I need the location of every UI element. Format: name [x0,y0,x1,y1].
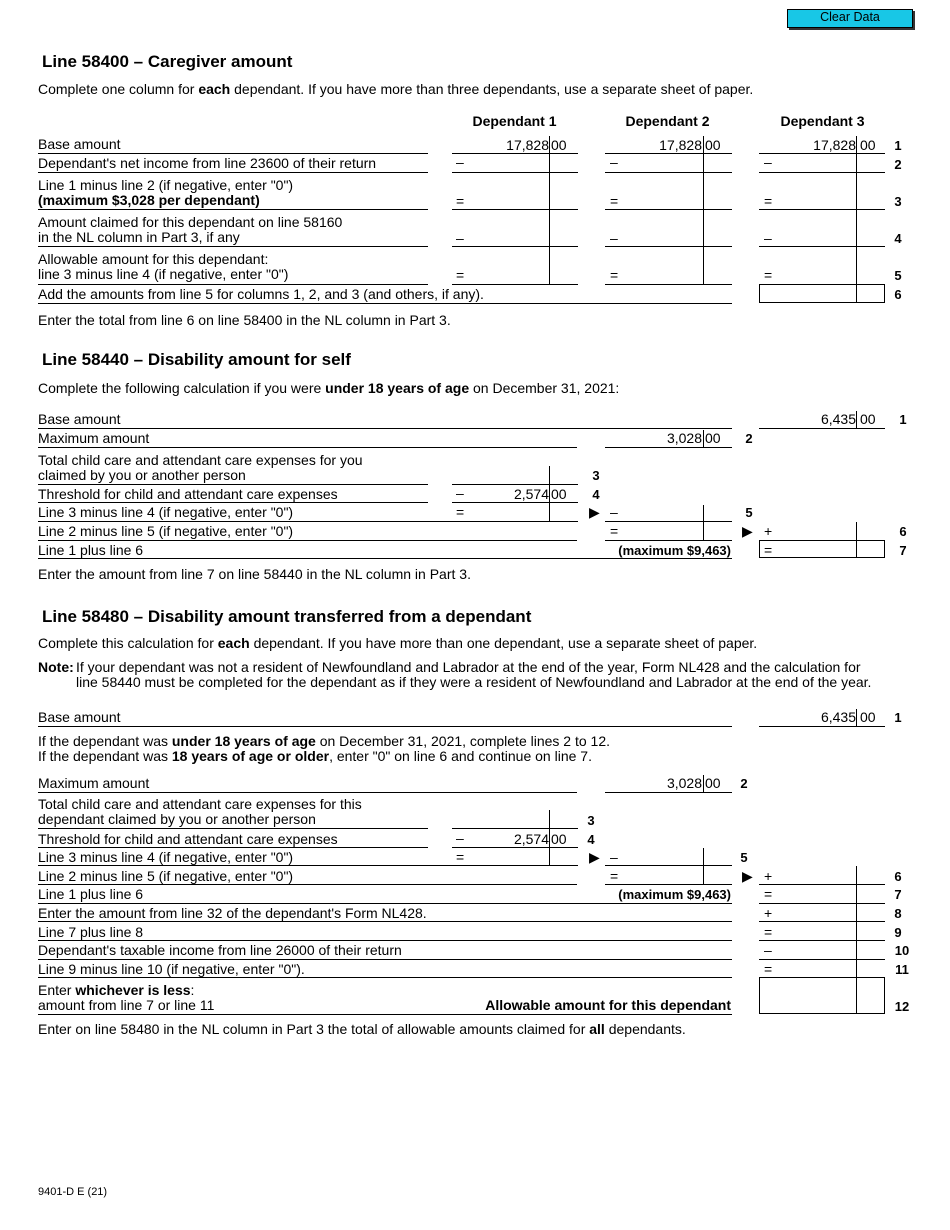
minus-sign: – [764,230,772,246]
maximum-amount-dollars: 3,028 [666,775,702,791]
maximum-amount-cents: 00 [705,430,721,446]
line-number: 7 [894,887,902,902]
note-text: line 58440 must be completed for the dependant as if they were a resident of Newfoundland and Labrador at the end of the year. [76,674,872,690]
column-header-dependant-1: Dependant 1 [472,113,557,129]
equals-sign: = [764,961,773,977]
base-amount-cents: 00 [860,411,876,427]
row-label: Add the amounts from line 5 for columns 1, 2, and 3 (and others, if any). [38,286,484,302]
minus-sign: – [764,942,772,958]
line-number: 10 [894,943,910,958]
section-58440-footer: Enter the amount from line 7 on line 58440 in the NL column in Part 3. [38,566,471,582]
threshold-cents: 00 [551,831,567,847]
condition-emphasis: 18 years of age or older [171,748,330,764]
row-label: Line 3 minus line 4 (if negative, enter "0") [38,504,294,520]
section-58440-intro [38,380,619,396]
minus-sign: – [456,230,464,246]
line-number: 1 [894,710,902,725]
row-label: in the NL column in Part 3, if any [38,229,240,245]
line-number: 2 [894,157,902,172]
line-number: 1 [894,138,902,153]
line-number: 3 [587,813,595,828]
condition-text [38,733,610,749]
minus-sign: – [456,154,464,170]
maximum-note: (maximum $9,463) [618,543,731,558]
equals-sign: = [610,523,619,539]
clear-data-button[interactable]: Clear Data [787,9,913,28]
condition-text-part: on December 31, 2021, complete lines 2 to 12. [315,733,611,749]
condition-text-part: If the dependant was [38,748,172,764]
arrow-icon: ▶ [589,849,600,865]
line-number: 3 [894,194,902,209]
row-label: Dependant's net income from line 23600 of their return [38,155,377,171]
row-label: Line 7 plus line 8 [38,924,144,940]
arrow-icon: ▶ [589,504,600,520]
line-12-input-box[interactable] [759,977,885,1014]
row-label: Enter the amount from line 32 of the dependant's Form NL428. [38,905,427,921]
intro-text: Complete the following calculation if you were [38,380,326,396]
condition-text [38,748,592,764]
minus-sign: – [610,154,618,170]
intro-text: dependant. If you have more than one dependant, use a separate sheet of paper. [249,635,758,651]
row-label: Threshold for child and attendant care expenses [38,831,338,847]
line-number: 4 [587,832,595,847]
row-label-part: Enter [38,982,76,998]
section-58480-intro [38,635,757,651]
line-number: 1 [899,412,907,427]
base-amount-dollars: 17,828 [506,137,549,153]
equals-sign: = [456,504,465,520]
allowable-amount-label: Allowable amount for this dependant [485,997,731,1013]
row-label: Line 1 plus line 6 [38,542,144,558]
maximum-amount-cents: 00 [705,775,721,791]
column-header-dependant-3: Dependant 3 [780,113,865,129]
intro-emphasis: under 18 years of age [325,380,470,396]
row-label: dependant claimed by you or another person [38,811,316,827]
note-label: Note: [38,659,74,675]
row-label: Allowable amount for this dependant: [38,251,269,267]
line-number: 3 [592,468,600,483]
plus-sign: + [764,905,773,921]
line-7-input-box[interactable] [759,540,885,558]
line-number: 5 [740,850,748,865]
equals-sign: = [610,267,619,283]
condition-text-part: If the dependant was [38,733,172,749]
line-number: 11 [895,962,909,977]
row-label: amount from line 7 or line 11 [38,997,215,1013]
threshold-dollars: 2,574 [513,831,549,847]
line-number: 6 [899,524,907,539]
intro-emphasis: each [217,635,250,651]
section-58480-footer [38,1021,686,1037]
base-amount-dollars: 6,435 [820,709,856,725]
plus-sign: + [764,523,773,539]
intro-emphasis: each [198,81,231,97]
intro-text: Complete this calculation for [38,635,218,651]
row-label: Line 3 minus line 4 (if negative, enter "0") [38,849,294,865]
equals-sign: = [456,193,465,209]
condition-text-part: , enter "0" on line 6 and continue on line 7. [329,748,592,764]
section-58400-footer: Enter the total from line 6 on line 58400 in the NL column in Part 3. [38,312,451,328]
equals-sign: = [764,924,773,940]
line-number: 9 [894,925,902,940]
row-label-part: : [190,982,195,998]
line-number: 8 [894,906,902,921]
row-label [38,982,194,998]
base-amount-dollars: 17,828 [659,137,702,153]
line-number: 12 [894,999,910,1014]
line-number: 4 [894,231,902,246]
section-title-58480: Line 58480 – Disability amount transferred from a dependant [42,607,532,626]
section-58400-intro [38,81,753,97]
minus-sign: – [456,830,464,846]
equals-sign: = [764,267,773,283]
row-label: Total child care and attendant care expenses for this [38,796,362,812]
row-label: Base amount [38,709,121,725]
minus-sign: – [610,230,618,246]
column-header-dependant-2: Dependant 2 [625,113,710,129]
row-label: Line 9 minus line 10 (if negative, enter "0"). [38,961,305,977]
plus-sign: + [764,868,773,884]
row-label: Line 1 minus line 2 (if negative, enter "0") [38,177,294,193]
equals-sign: = [764,193,773,209]
equals-sign: = [764,886,773,902]
equals-sign: = [456,849,465,865]
footer-emphasis: all [589,1021,605,1037]
base-amount-cents: 00 [551,137,567,153]
row-label: line 3 minus line 4 (if negative, enter "0") [38,266,289,282]
row-label: Amount claimed for this dependant on line 58160 [38,214,343,230]
note-text: If your dependant was not a resident of Newfoundland and Labrador at the end of the year, Form NL428 and the calculation for [76,659,861,675]
line-number: 5 [745,505,753,520]
arrow-icon: ▶ [742,868,753,884]
footer-text: Enter on line 58480 in the NL column in Part 3 the total of allowable amounts claimed for [38,1021,590,1037]
base-amount-cents: 00 [860,709,876,725]
row-label: Base amount [38,411,121,427]
row-label: (maximum $3,028 per dependant) [38,192,260,208]
equals-sign: = [764,542,773,558]
minus-sign: – [610,504,618,520]
line-number: 5 [894,268,902,283]
row-label: Total child care and attendant care expenses for you [38,452,363,468]
equals-sign: = [456,267,465,283]
row-label: Line 1 plus line 6 [38,886,144,902]
line-number: 2 [740,776,748,791]
section-title-58400: Line 58400 – Caregiver amount [42,52,293,71]
line-number: 7 [899,543,907,558]
threshold-cents: 00 [551,486,567,502]
section-title-58440: Line 58440 – Disability amount for self [42,350,351,369]
line-number: 6 [894,869,902,884]
row-label-emphasis: whichever is less [75,982,191,998]
row-label: Line 2 minus line 5 (if negative, enter "0") [38,868,294,884]
threshold-dollars: 2,574 [513,486,549,502]
minus-sign: – [456,485,464,501]
base-amount-cents: 00 [860,137,876,153]
maximum-amount-dollars: 3,028 [666,430,702,446]
row-label: Threshold for child and attendant care expenses [38,486,338,502]
line-number: 4 [592,487,600,502]
intro-text: Complete one column for [38,81,199,97]
line-6-total-box[interactable] [759,284,885,303]
line-number: 6 [894,287,902,302]
row-label: Line 2 minus line 5 (if negative, enter "0") [38,523,294,539]
condition-emphasis: under 18 years of age [171,733,316,749]
row-label: Maximum amount [38,430,150,446]
intro-text: on December 31, 2021: [469,380,620,396]
minus-sign: – [764,154,772,170]
equals-sign: = [610,868,619,884]
arrow-icon: ▶ [742,523,753,539]
line-number: 2 [745,431,753,446]
base-amount-cents: 00 [705,137,721,153]
row-label: Dependant's taxable income from line 26000 of their return [38,942,402,958]
row-label: Base amount [38,136,121,152]
maximum-note: (maximum $9,463) [618,887,731,902]
base-amount-dollars: 17,828 [813,137,856,153]
row-label: claimed by you or another person [38,467,246,483]
intro-text: dependant. If you have more than three dependants, use a separate sheet of paper. [230,81,754,97]
form-identifier: 9401-D E (21) [38,1186,108,1198]
minus-sign: – [610,849,618,865]
equals-sign: = [610,193,619,209]
base-amount-dollars: 6,435 [820,411,856,427]
footer-text: dependants. [604,1021,686,1037]
row-label: Maximum amount [38,775,150,791]
